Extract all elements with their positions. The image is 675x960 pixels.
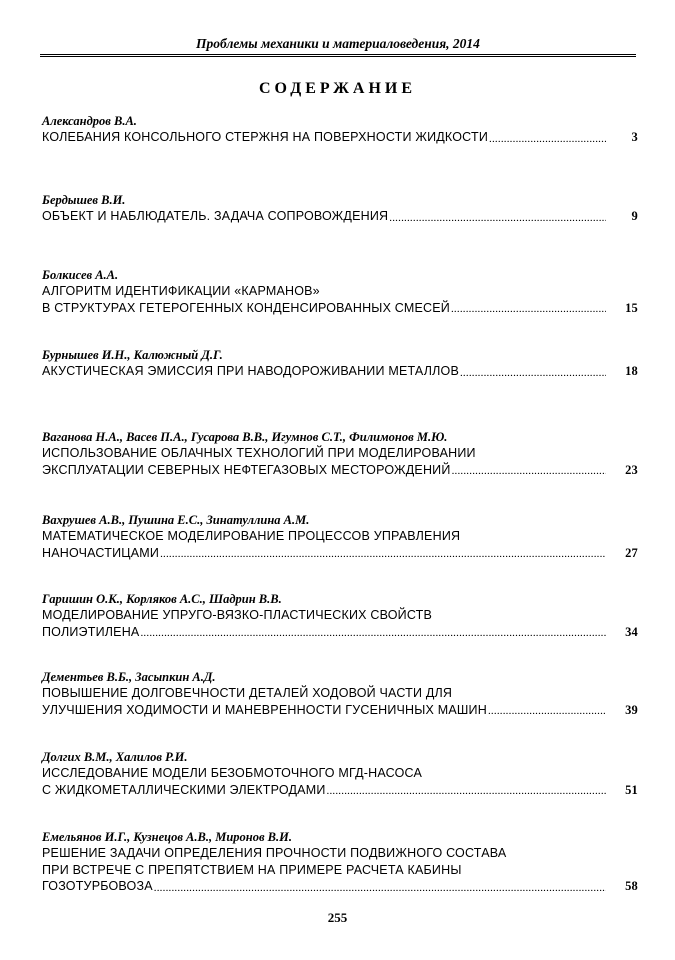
table-of-contents (42, 113, 638, 908)
entry-title-line: МОДЕЛИРОВАНИЕ УПРУГО-ВЯЗКО-ПЛАСТИЧЕСКИХ СВОЙСТВ (42, 608, 433, 622)
entry-title-text: УЛУЧШЕНИЯ ХОДИМОСТИ И МАНЕВРЕННОСТИ ГУСЕНИЧНЫХ МАШИН (42, 702, 487, 717)
entry-title-line (42, 363, 638, 380)
leader-dots (489, 132, 606, 146)
entry-title-text: ОБЪЕКТ И НАБЛЮДАТЕЛЬ. ЗАДАЧА СОПРОВОЖДЕНИЯ (42, 209, 389, 223)
entry-title-line (42, 878, 638, 895)
leader-dots (460, 366, 606, 380)
toc-entry[interactable] (42, 267, 638, 347)
entry-title-line (42, 545, 638, 562)
entry-title-line (42, 782, 638, 799)
entry-page-number: 15 (625, 300, 638, 315)
entry-title-line: ПРИ ВСТРЕЧЕ С ПРЕПЯТСТВИЕМ НА ПРИМЕРЕ РАСЧЕТА КАБИНЫ (42, 862, 462, 877)
toc-entry[interactable] (42, 591, 638, 669)
entry-authors: Дементьев В.Б., Засыпкин А.Д. (42, 670, 216, 684)
entry-authors: Ваганова Н.А., Васев П.А., Гусарова В.В., Игумнов С.Т., Филимонов М.Ю. (42, 430, 448, 444)
toc-entry[interactable] (42, 669, 638, 749)
entry-title-line: ИСПОЛЬЗОВАНИЕ ОБЛАЧНЫХ ТЕХНОЛОГИЙ ПРИ МОДЕЛИРОВАНИИ (42, 446, 476, 460)
entry-page-number: 3 (631, 130, 638, 144)
toc-entry[interactable] (42, 113, 638, 192)
entry-authors: Александров В.А. (42, 114, 137, 128)
entry-authors: Емельянов И.Г., Кузнецов А.В., Миронов В.И. (42, 830, 292, 844)
entry-title-line: МАТЕМАТИЧЕСКОЕ МОДЕЛИРОВАНИЕ ПРОЦЕССОВ УПРАВЛЕНИЯ (42, 529, 461, 543)
toc-entry[interactable] (42, 829, 638, 908)
toc-entry[interactable] (42, 749, 638, 829)
entry-title-text: С ЖИДКОМЕТАЛЛИЧЕСКИМИ ЭЛЕКТРОДАМИ (42, 782, 326, 797)
entry-title-line (42, 624, 638, 641)
leader-dots (160, 547, 606, 561)
entry-authors: Гаришин О.К., Корляков А.С., Шадрин В.В. (42, 592, 282, 606)
leader-dots (389, 211, 606, 225)
leader-dots (327, 784, 607, 798)
entry-page-number: 39 (625, 702, 638, 717)
leader-dots (451, 302, 606, 316)
contents-title: СОДЕРЖАНИЕ (258, 80, 417, 97)
entry-page-number: 58 (625, 879, 638, 893)
leader-dots (154, 881, 606, 895)
entry-title-line (42, 208, 638, 225)
toc-entry[interactable] (42, 512, 638, 591)
entry-authors: Вахрушев А.В., Пушина Е.С., Зинатуллина А.М. (42, 513, 310, 527)
page-number: 255 (327, 910, 348, 925)
entry-title-line: АЛГОРИТМ ИДЕНТИФИКАЦИИ «КАРМАНОВ» (42, 284, 320, 298)
toc-entry[interactable] (42, 429, 638, 512)
entry-authors: Бердышев В.И. (42, 193, 126, 207)
entry-title-text: ЭКСПЛУАТАЦИИ СЕВЕРНЫХ НЕФТЕГАЗОВЫХ МЕСТОРОЖДЕНИЙ (42, 462, 451, 477)
entry-title-line: РЕШЕНИЕ ЗАДАЧИ ОПРЕДЕЛЕНИЯ ПРОЧНОСТИ ПОДВИЖНОГО СОСТАВА (42, 846, 507, 860)
entry-title-line (42, 129, 638, 146)
running-header: Проблемы механики и материаловедения, 2014 (40, 36, 636, 57)
entry-page-number: 9 (631, 209, 638, 223)
entry-authors: Болкисев А.А. (42, 268, 119, 282)
entry-title-text: КОЛЕБАНИЯ КОНСОЛЬНОГО СТЕРЖНЯ НА ПОВЕРХНОСТИ ЖИДКОСТИ (42, 130, 489, 144)
leader-dots (452, 464, 606, 478)
toc-entry[interactable] (42, 192, 638, 267)
entry-title-text: АКУСТИЧЕСКАЯ ЭМИССИЯ ПРИ НАВОДОРОЖИВАНИИ МЕТАЛЛОВ (42, 364, 459, 378)
entry-page-number: 23 (625, 462, 638, 477)
entry-title-text: В СТРУКТУРАХ ГЕТЕРОГЕННЫХ КОНДЕНСИРОВАННЫХ СМЕСЕЙ (42, 300, 450, 315)
entry-title-text: ГОЗОТУРБОВОЗА (42, 879, 153, 893)
entry-authors: Долгих В.М., Халилов Р.И. (42, 750, 188, 764)
entry-page-number: 34 (625, 624, 638, 639)
entry-title-text: ПОЛИЭТИЛЕНА (42, 624, 140, 639)
toc-entry[interactable] (42, 347, 638, 429)
entry-title-line (42, 702, 638, 719)
entry-authors: Бурнышев И.Н., Калюжный Д.Г. (42, 348, 223, 362)
entry-title-line (42, 300, 638, 317)
entry-title-line: ПОВЫШЕНИЕ ДОЛГОВЕЧНОСТИ ДЕТАЛЕЙ ХОДОВОЙ ЧАСТИ ДЛЯ (42, 686, 453, 700)
leader-dots (488, 704, 606, 718)
entry-title-text: НАНОЧАСТИЦАМИ (42, 545, 160, 560)
entry-page-number: 27 (625, 545, 638, 560)
entry-title-line: ИССЛЕДОВАНИЕ МОДЕЛИ БЕЗОБМОТОЧНОГО МГД-НАСОСА (42, 766, 422, 780)
entry-title-line (42, 462, 638, 479)
leader-dots (140, 626, 606, 640)
entry-page-number: 18 (625, 364, 638, 378)
entry-page-number: 51 (625, 782, 638, 797)
